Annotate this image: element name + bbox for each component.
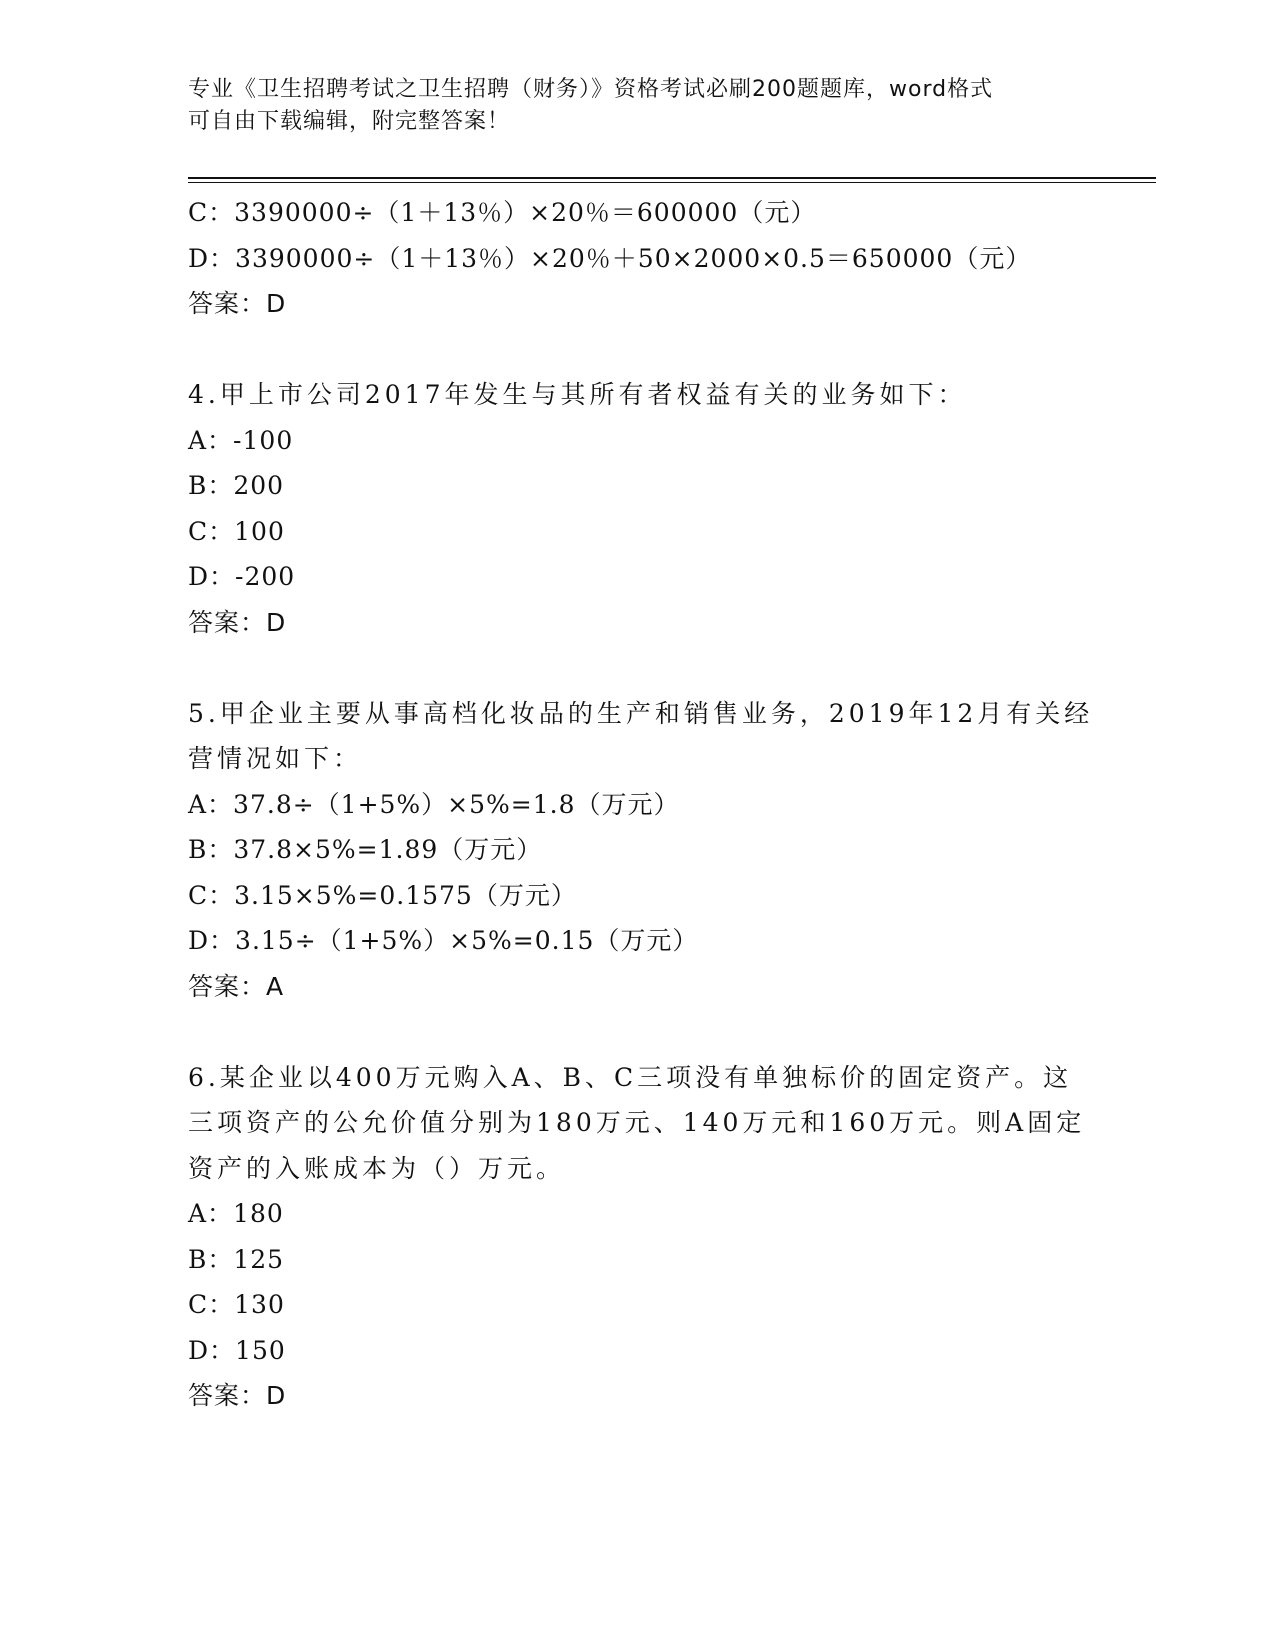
question-6 — [188, 1055, 1088, 1419]
option-d: D：3.15÷（1+5%）×5%=0.15（万元） — [188, 926, 699, 955]
question-text-line-2: 三项资产的公允价值分别为180万元、140万元和160万元。则A固定 — [188, 1108, 1086, 1137]
question-text-line-1: 5.甲企业主要从事高档化妆品的生产和销售业务，2019年12月有关经 — [188, 698, 1094, 728]
option-c: C：100 — [188, 516, 285, 546]
spacer — [188, 1009, 1088, 1055]
spacer — [188, 645, 1088, 691]
header-title-line-2: 可自由下载编辑，附完整答案！ — [188, 109, 511, 134]
spacer — [188, 327, 1088, 373]
option-c: C：3.15×5%=0.1575（万元） — [188, 880, 577, 910]
answer: 答案：D — [188, 607, 287, 637]
question-list — [188, 190, 1094, 1419]
page-header — [188, 74, 1088, 138]
answer: 答案：A — [188, 971, 285, 1001]
question-3-fragment — [188, 190, 1088, 327]
question-text: 4.甲上市公司2017年发生与其所有者权益有关的业务如下： — [188, 380, 967, 409]
header-rule-thin — [188, 182, 1156, 183]
question-4 — [188, 372, 1088, 645]
question-5 — [188, 691, 1094, 1010]
header-rule-thick — [188, 177, 1156, 179]
option-a: A：180 — [188, 1199, 284, 1228]
option-a: A：-100 — [188, 425, 294, 455]
option-b: B：200 — [188, 471, 285, 500]
option-a: A：37.8÷（1+5%）×5%=1.8（万元） — [188, 789, 680, 819]
option-c: C：3390000÷（1＋13％）×20％＝600000（元） — [188, 198, 817, 227]
question-text-line-2: 营情况如下： — [188, 744, 363, 773]
question-text-line-1: 6.某企业以400万元购入A、B、C三项没有单独标价的固定资产。这 — [188, 1062, 1073, 1092]
option-d: D：3390000÷（1＋13％）×20％＋50×2000×0.5＝650000（元） — [188, 243, 1032, 273]
option-d: D：150 — [188, 1335, 286, 1365]
answer: 答案：D — [188, 289, 287, 318]
option-b: B：125 — [188, 1244, 285, 1274]
answer: 答案：D — [188, 1381, 287, 1410]
option-d: D：-200 — [188, 562, 296, 591]
option-c: C：130 — [188, 1290, 285, 1319]
option-b: B：37.8×5%=1.89（万元） — [188, 835, 543, 864]
question-text-line-3: 资产的入账成本为（）万元。 — [188, 1153, 566, 1183]
header-title-line-1: 专业《卫生招聘考试之卫生招聘（财务）》资格考试必刷200题题库，word格式 — [188, 77, 994, 102]
